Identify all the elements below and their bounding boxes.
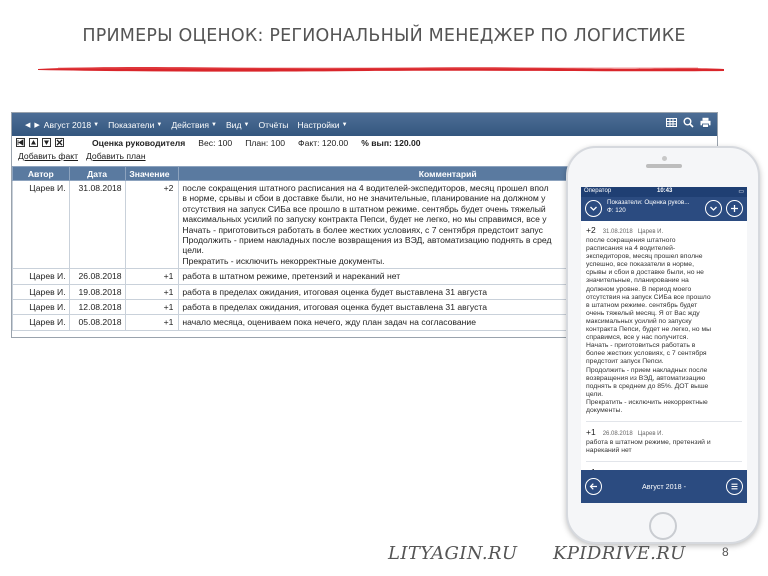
- next-record-button[interactable]: [42, 138, 51, 147]
- search-icon[interactable]: [683, 117, 694, 128]
- menu-actions[interactable]: [171, 120, 217, 130]
- prev-record-button[interactable]: [29, 138, 38, 147]
- divider: [586, 461, 742, 462]
- menu-settings[interactable]: [297, 120, 347, 130]
- fact-value: Факт: 120.00: [298, 138, 349, 148]
- footer-site-left[interactable]: LITYAGIN.RU: [388, 543, 518, 564]
- close-record-button[interactable]: [55, 138, 64, 147]
- column-header-author[interactable]: Автор: [13, 167, 70, 181]
- text-line: очень тяжелый месяц. Я от Вас жду: [586, 309, 700, 317]
- cell-comment: начало месяца, оцениваем пока нечего, жду план задач на согласование: [179, 315, 717, 330]
- text-line: экспедиторов, месяц прошел вполне: [586, 253, 703, 261]
- column-header-date[interactable]: Дата: [69, 167, 125, 181]
- text-line: срывы и сбои в доставке были, но не: [586, 269, 704, 277]
- cell-date: 31.08.2018: [69, 181, 125, 269]
- camera-icon: [662, 156, 667, 161]
- print-icon[interactable]: [700, 117, 711, 128]
- text-line: должном уровне. В период моего: [586, 285, 692, 293]
- cell-date: 05.08.2018: [69, 315, 125, 330]
- text-line: более жестких условиях, с 7 сентября: [586, 350, 707, 358]
- period-label: Август 2018: [43, 119, 92, 130]
- comment-line: цели.: [182, 245, 204, 256]
- period-selector[interactable]: Август 2018 -: [641, 482, 686, 491]
- item-text: [586, 237, 742, 415]
- text-line: Начать - приготовиться работать в: [586, 342, 696, 350]
- comment-line: в норме, срывы и сбои в доставке были, но не значительные, планирование на должном у: [182, 193, 546, 204]
- cell-value: +1: [125, 315, 179, 330]
- battery-icon: ▭: [738, 189, 744, 195]
- percent-value: % вып: 120.00: [361, 138, 421, 148]
- app-footer: [581, 470, 747, 503]
- comments-feed[interactable]: [581, 221, 747, 470]
- menu-label: Настройки: [297, 119, 340, 130]
- skip-back-icon: [17, 139, 24, 146]
- text-line: расписания на 4 водителей-: [586, 245, 676, 253]
- menu-indicators[interactable]: [108, 120, 162, 130]
- cell-value: +1: [125, 300, 179, 315]
- plan-value: План: 100: [245, 138, 286, 148]
- hamburger-menu-icon: [730, 482, 739, 491]
- arrow-up-icon: [30, 139, 37, 146]
- footer-site-right[interactable]: KPIDRIVE.RU: [553, 543, 686, 564]
- text-line: цели.: [586, 390, 604, 398]
- speaker-grille: [646, 164, 682, 168]
- grid-view-icon[interactable]: [666, 117, 677, 128]
- column-header-value[interactable]: Значение: [125, 167, 179, 181]
- carrier-label: Оператор: [584, 188, 612, 194]
- text-line: значительные, планирование на: [586, 277, 689, 285]
- plus-icon: [730, 204, 739, 213]
- list-item[interactable]: [586, 225, 742, 415]
- status-bar: [581, 187, 747, 197]
- clock: 10:43: [657, 188, 673, 194]
- item-score: +2: [586, 225, 596, 235]
- divider: [586, 421, 742, 422]
- add-fact-link[interactable]: Добавить факт: [18, 151, 79, 161]
- cell-date: 12.08.2018: [69, 300, 125, 315]
- page-number: 8: [722, 545, 729, 559]
- item-text: [586, 439, 742, 455]
- cell-date: 26.08.2018: [69, 269, 125, 284]
- comment-line: отсутствия на запуск СИБа все прошло в штатном режиме. сентябрь будет очень тяжелый: [182, 203, 546, 214]
- period-selector[interactable]: [25, 120, 99, 130]
- chevron-down-icon: [589, 204, 598, 213]
- cell-author: Царев И.: [13, 269, 70, 284]
- add-button[interactable]: [726, 200, 743, 217]
- prev-arrow-icon[interactable]: ◀: [25, 121, 31, 129]
- header-fact: Ф: 120: [607, 207, 626, 214]
- slide-title: ПРИМЕРЫ ОЦЕНОК: РЕГИОНАЛЬНЫЙ МЕНЕДЖЕР ПО ЛОГИСТИКЕ: [82, 26, 686, 46]
- menu-reports[interactable]: [258, 120, 288, 130]
- menu-label: Отчёты: [258, 119, 289, 130]
- cell-author: Царев И.: [13, 284, 70, 299]
- cell-comment: работа в пределах ожидания, итоговая оценка будет выставлена 31 августа: [179, 284, 717, 299]
- cell-date: 19.08.2018: [69, 284, 125, 299]
- dropdown-button[interactable]: [705, 200, 722, 217]
- item-date: 26.08.2018: [602, 431, 633, 438]
- home-button[interactable]: [649, 512, 677, 540]
- cell-value: +1: [125, 269, 179, 284]
- collapse-button[interactable]: [585, 200, 602, 217]
- header-text: [607, 199, 707, 215]
- comment-line: после сокращения штатного расписания на 4 водителей-экспедиторов, месяц прошел впол: [182, 183, 549, 193]
- cell-comment: работа в пределах ожидания, итоговая оценка будет выставлена 31 августа: [179, 300, 717, 315]
- text-line: после сокращения штатного: [586, 237, 676, 244]
- app-header: [581, 197, 747, 221]
- menu-label: Вид: [225, 119, 242, 130]
- chevron-down-icon: ▼: [341, 121, 348, 128]
- text-line: работа в штатном режиме, претензий и: [586, 439, 711, 447]
- text-line: предстоит запуск Пепси.: [586, 358, 664, 366]
- next-arrow-icon[interactable]: ▶: [34, 121, 40, 129]
- cell-value: +1: [125, 284, 179, 299]
- text-line: контракта Пепси, будет не легко, но мы: [586, 326, 712, 334]
- weight-value: Вес: 100: [198, 138, 233, 148]
- text-line: справимся, все у нас получится.: [586, 334, 689, 342]
- item-author: Царев И.: [637, 431, 664, 438]
- comment-line: Прекратить - исключить некорректные документы.: [182, 255, 385, 266]
- chevron-down-icon: [709, 204, 718, 213]
- header-indicator: Показатели: Оценка руков...: [607, 199, 690, 206]
- phone-screen: [581, 187, 747, 503]
- text-line: Прекратить - исключить некорректные: [586, 398, 708, 406]
- cell-value: +2: [125, 181, 179, 269]
- column-header-comment[interactable]: Комментарий: [179, 167, 717, 181]
- add-plan-link[interactable]: Добавить план: [86, 151, 146, 161]
- cell-author: Царев И.: [13, 300, 70, 315]
- menu-button[interactable]: [726, 478, 743, 495]
- cell-author: Царев И.: [13, 315, 70, 330]
- text-line: максимальных усилий по запуску: [586, 317, 692, 325]
- item-author: Царев И.: [637, 229, 664, 235]
- chevron-down-icon: ▼: [93, 121, 100, 128]
- comment-line: Начать - приготовиться работать в более жестких условиях, с 7 сентября предстоит запус: [182, 224, 543, 235]
- item-date: 31.08.2018: [602, 229, 633, 235]
- menu-label: Действия: [171, 119, 209, 130]
- first-record-button[interactable]: [16, 138, 25, 147]
- chevron-down-icon: ▼: [211, 121, 217, 128]
- arrow-left-icon: [589, 482, 598, 491]
- back-button[interactable]: [585, 478, 602, 495]
- text-line: успешно, все показатели в норме,: [586, 261, 694, 269]
- cell-comment: работа в штатном режиме, претензий и нареканий нет: [179, 269, 717, 284]
- cell-author: Царев И.: [13, 181, 70, 269]
- menu-view[interactable]: [226, 120, 250, 130]
- text-line: Продолжить - прием накладных после: [586, 366, 708, 374]
- text-line: отсутствия на запуск СИБа все прошло: [586, 293, 711, 301]
- chevron-down-icon: ▼: [243, 121, 250, 128]
- comment-line: Продолжить - прием накладных после возвращения из ВЭД, автоматизацию поднять в сред: [182, 235, 552, 246]
- comment-line: максимальных усилий по запуску контракта Пепси, будет не легко, но мы справимся, все у: [182, 214, 547, 225]
- text-line: поднять в среднем до 85%. ДОТ выше: [586, 382, 709, 390]
- text-line: документы.: [586, 406, 623, 414]
- desktop-toolbar: [12, 113, 717, 136]
- text-line: нареканий нет: [586, 447, 632, 455]
- list-item[interactable]: [586, 427, 742, 455]
- red-brush-divider: [38, 64, 724, 73]
- close-icon: [56, 139, 63, 146]
- menu-label: Показатели: [108, 119, 155, 130]
- chevron-down-icon: ▼: [156, 121, 163, 128]
- item-score: +1: [586, 427, 596, 438]
- indicator-title: Оценка руководителя: [92, 138, 186, 148]
- text-line: возвращения из ВЭД, автоматизацию: [586, 374, 706, 382]
- text-line: в штатном режиме. сентябрь будет: [586, 301, 698, 309]
- arrow-down-icon: [43, 139, 50, 146]
- phone-mockup: [566, 146, 760, 544]
